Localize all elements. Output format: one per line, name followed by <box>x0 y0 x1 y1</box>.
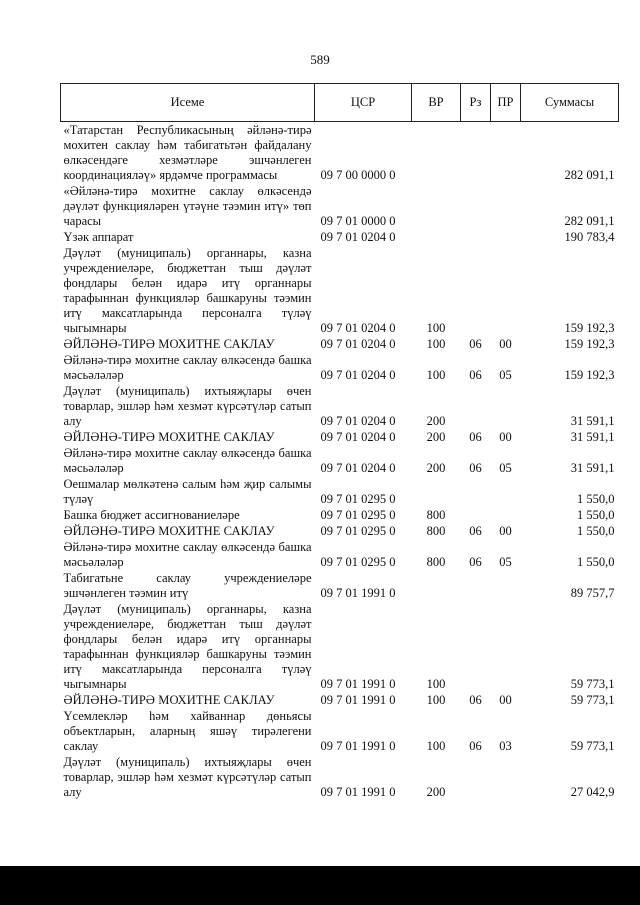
cell-vr: 200 <box>426 461 446 475</box>
cell-rz: 06 <box>469 461 482 475</box>
table-row <box>61 476 619 507</box>
cell-sum: 190 783,4 <box>564 230 615 244</box>
header-rz: Рз <box>461 84 491 122</box>
cell-pr <box>491 183 521 229</box>
cell-pr <box>491 476 521 507</box>
cell-rz <box>461 229 491 245</box>
cell-csr: 09 7 01 1991 0 <box>320 785 396 799</box>
cell-csr: 09 7 01 1991 0 <box>320 693 396 707</box>
cell-pr <box>491 383 521 429</box>
cell-csr: 09 7 01 0295 0 <box>320 508 396 522</box>
cell-sum: 282 091,1 <box>564 214 615 228</box>
cell-rz <box>461 245 491 336</box>
cell-sum: 59 773,1 <box>570 677 615 691</box>
table-row <box>61 445 619 476</box>
budget-table <box>60 83 619 800</box>
cell-name: ӘЙЛӘНӘ-ТИРӘ МОХИТНЕ САКЛАУ <box>63 430 275 444</box>
table-row <box>61 507 619 523</box>
cell-sum: 59 773,1 <box>570 693 615 707</box>
cell-rz: 06 <box>469 555 482 569</box>
cell-name: Оешмалар мөлкәтенә салым һәм җир салымы түләү <box>63 477 312 506</box>
cell-vr: 100 <box>426 693 446 707</box>
table-row <box>61 570 619 601</box>
cell-pr <box>491 601 521 692</box>
cell-vr: 800 <box>426 508 446 522</box>
cell-csr: 09 7 01 1991 0 <box>320 739 396 753</box>
cell-name: Дәүләт (муниципаль) органнары, казна учреждениеләре, бюджеттан тыш дәүләт фондлары белән идарә итү органнары тарафыннан функцияләр башкаруны тәэмин итү максатларында персоналга түләү чыгымнары <box>63 602 312 691</box>
cell-csr: 09 7 01 0295 0 <box>320 555 396 569</box>
cell-pr: 05 <box>499 368 512 382</box>
cell-rz: 06 <box>469 693 482 707</box>
cell-sum: 59 773,1 <box>570 739 615 753</box>
table-row <box>61 429 619 445</box>
cell-pr: 03 <box>499 739 512 753</box>
table-body <box>61 122 619 801</box>
cell-csr: 09 7 01 0204 0 <box>320 430 396 444</box>
cell-name: Үзәк аппарат <box>63 230 134 244</box>
cell-csr: 09 7 01 1991 0 <box>320 677 396 691</box>
cell-sum: 89 757,7 <box>570 586 615 600</box>
header-name: Исеме <box>61 84 315 122</box>
cell-name: Башка бюджет ассигнованиеләре <box>63 508 240 522</box>
cell-rz <box>461 601 491 692</box>
cell-name: Дәүләт (муниципаль) ихтыяҗлары өчен товарлар, эшләр һәм хезмәт күрсәтүләр сатып алу <box>63 755 312 799</box>
cell-name: Дәүләт (муниципаль) органнары, казна учреждениеләре, бюджеттан тыш дәүләт фондлары белән идарә итү органнары тарафыннан функцияләр башкаруны тәэмин итү максатларында персоналга түләү чыгымнары <box>63 246 312 335</box>
cell-name: Үсемлекләр һәм хайваннар дөньясы объектларын, аларның яшәү тирәлегени саклау <box>63 709 312 753</box>
cell-name: Әйләнә-тирә мохитне саклау өлкәсендә башка мәсьәләләр <box>63 540 312 569</box>
cell-name: Әйләнә-тирә мохитне саклау өлкәсендә башка мәсьәләләр <box>63 353 312 382</box>
cell-name: «Әйләнә-тирә мохитне саклау өлкәсендә дәүләт функцияләрен үтәүне тәэмин итү» төп чарасы <box>63 184 312 228</box>
cell-name: ӘЙЛӘНӘ-ТИРӘ МОХИТНЕ САКЛАУ <box>63 693 275 707</box>
scan-bottom-edge <box>0 866 640 905</box>
cell-pr: 00 <box>499 524 512 538</box>
cell-rz: 06 <box>469 337 482 351</box>
table-row <box>61 523 619 539</box>
cell-csr: 09 7 01 0204 0 <box>320 414 396 428</box>
cell-rz: 06 <box>469 368 482 382</box>
cell-vr: 100 <box>426 337 446 351</box>
cell-csr: 09 7 01 1991 0 <box>320 586 396 600</box>
cell-name: «Татарстан Республикасының әйләнә-тирә мохитен саклау һәм табигатьтән файдалану өлкәсендәге хезмәтләре эшчәнлеген координацияләү» ярдәмче программасы <box>63 123 312 182</box>
cell-csr: 09 7 01 0204 0 <box>320 368 396 382</box>
cell-rz: 06 <box>469 524 482 538</box>
table-row <box>61 754 619 800</box>
cell-vr <box>412 229 461 245</box>
cell-csr: 09 7 01 0204 0 <box>320 337 396 351</box>
cell-sum: 159 192,3 <box>564 321 615 335</box>
cell-name: ӘЙЛӘНӘ-ТИРӘ МОХИТНЕ САКЛАУ <box>63 524 275 538</box>
cell-csr: 09 7 01 0295 0 <box>320 492 396 506</box>
cell-rz <box>461 507 491 523</box>
cell-sum: 31 591,1 <box>570 414 615 428</box>
header-pr: ПР <box>491 84 521 122</box>
cell-pr: 05 <box>499 461 512 475</box>
header-vr: ВР <box>412 84 461 122</box>
cell-name: Әйләнә-тирә мохитне саклау өлкәсендә башка мәсьәләләр <box>63 446 312 475</box>
table-row <box>61 336 619 352</box>
cell-name: Дәүләт (муниципаль) ихтыяҗлары өчен товарлар, эшләр һәм хезмәт күрсәтүләр сатып алу <box>63 384 312 428</box>
cell-vr: 200 <box>426 785 446 799</box>
cell-vr <box>412 570 461 601</box>
table-row <box>61 245 619 336</box>
page-number: 589 <box>310 52 330 67</box>
cell-vr: 200 <box>426 414 446 428</box>
cell-pr <box>491 507 521 523</box>
cell-sum: 1 550,0 <box>577 555 615 569</box>
table-row <box>61 708 619 754</box>
cell-pr <box>491 245 521 336</box>
cell-name: Табигатьне саклау учреждениеләре эшчәнлеген тәэмин итү <box>63 571 312 600</box>
cell-sum: 1 550,0 <box>577 492 615 506</box>
header-sum: Суммасы <box>521 84 619 122</box>
cell-pr <box>491 754 521 800</box>
table-row <box>61 383 619 429</box>
cell-vr: 800 <box>426 555 446 569</box>
cell-csr: 09 7 01 0295 0 <box>320 524 396 538</box>
cell-rz <box>461 476 491 507</box>
cell-rz <box>461 183 491 229</box>
cell-sum: 27 042,9 <box>570 785 615 799</box>
cell-sum: 282 091,1 <box>564 168 615 182</box>
cell-csr: 09 7 00 0000 0 <box>320 168 396 182</box>
cell-vr: 200 <box>426 430 446 444</box>
cell-vr <box>412 183 461 229</box>
cell-vr <box>412 122 461 184</box>
cell-rz: 06 <box>469 739 482 753</box>
header-csr: ЦСР <box>315 84 412 122</box>
table-row <box>61 539 619 570</box>
cell-csr: 09 7 01 0000 0 <box>320 214 396 228</box>
table-row <box>61 352 619 383</box>
cell-sum: 31 591,1 <box>570 430 615 444</box>
cell-vr: 100 <box>426 321 446 335</box>
cell-sum: 1 550,0 <box>577 524 615 538</box>
cell-sum: 31 591,1 <box>570 461 615 475</box>
cell-vr: 800 <box>426 524 446 538</box>
cell-csr: 09 7 01 0204 0 <box>320 461 396 475</box>
table-row <box>61 229 619 245</box>
cell-sum: 1 550,0 <box>577 508 615 522</box>
cell-rz <box>461 570 491 601</box>
cell-csr: 09 7 01 0204 0 <box>320 230 396 244</box>
cell-pr <box>491 570 521 601</box>
cell-sum: 159 192,3 <box>564 368 615 382</box>
cell-rz <box>461 122 491 184</box>
table-row <box>61 122 619 184</box>
cell-sum: 159 192,3 <box>564 337 615 351</box>
table-row <box>61 601 619 692</box>
cell-rz <box>461 383 491 429</box>
cell-csr: 09 7 01 0204 0 <box>320 321 396 335</box>
table-row <box>61 183 619 229</box>
cell-rz <box>461 754 491 800</box>
cell-vr <box>412 476 461 507</box>
cell-vr: 100 <box>426 739 446 753</box>
cell-pr: 00 <box>499 430 512 444</box>
cell-pr: 05 <box>499 555 512 569</box>
cell-pr <box>491 122 521 184</box>
cell-name: ӘЙЛӘНӘ-ТИРӘ МОХИТНЕ САКЛАУ <box>63 337 275 351</box>
cell-rz: 06 <box>469 430 482 444</box>
cell-pr: 00 <box>499 337 512 351</box>
cell-vr: 100 <box>426 677 446 691</box>
cell-vr: 100 <box>426 368 446 382</box>
cell-pr: 00 <box>499 693 512 707</box>
cell-pr <box>491 229 521 245</box>
table-row <box>61 692 619 708</box>
table-header <box>61 84 619 122</box>
